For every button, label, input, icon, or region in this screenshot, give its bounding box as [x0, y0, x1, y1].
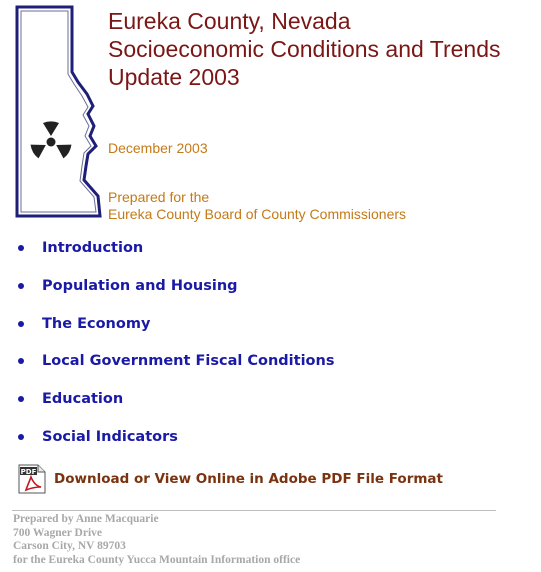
- bullet-icon: [18, 283, 24, 289]
- pdf-file-icon[interactable]: [18, 464, 46, 494]
- list-item: [18, 238, 334, 276]
- bullet-icon: [18, 396, 24, 402]
- list-item: [18, 314, 334, 352]
- bullet-icon: [18, 434, 24, 440]
- divider: [12, 510, 496, 511]
- title-line: Update 2003: [108, 64, 240, 90]
- list-item: [18, 351, 334, 389]
- footer-line: Carson City, NV 89703: [13, 540, 126, 552]
- link-population-and-housing[interactable]: Population and Housing: [42, 277, 238, 294]
- list-item: [18, 427, 334, 465]
- bullet-icon: [18, 245, 24, 251]
- list-item: [18, 276, 334, 314]
- bullet-icon: [18, 321, 24, 327]
- link-social-indicators[interactable]: Social Indicators: [42, 428, 178, 445]
- report-date: December 2003: [108, 140, 208, 156]
- title-line: Socioeconomic Conditions and Trends: [108, 36, 501, 62]
- footer: [13, 513, 300, 567]
- pdf-download: [18, 464, 443, 494]
- footer-line: for the Eureka County Yucca Mountain Information office: [13, 553, 301, 566]
- bullet-icon: [18, 358, 24, 364]
- prepared-for-line: Eureka County Board of County Commissioners: [108, 206, 407, 222]
- list-item: [18, 389, 334, 427]
- prepared-for-line: Prepared for the: [108, 189, 210, 205]
- link-local-government-fiscal-conditions[interactable]: Local Government Fiscal Conditions: [42, 353, 335, 370]
- footer-line: 700 Wagner Drive: [13, 526, 103, 539]
- link-introduction[interactable]: Introduction: [42, 240, 144, 256]
- title-line: Eureka County, Nevada: [108, 8, 351, 34]
- download-pdf-link[interactable]: Download or View Online in Adobe PDF File Format: [54, 471, 443, 487]
- prepared-for: [108, 189, 406, 223]
- footer-line: Prepared by Anne Macquarie: [13, 513, 159, 525]
- page-title: [108, 7, 540, 91]
- eureka-county-logo: [14, 4, 102, 220]
- section-list: [18, 238, 334, 465]
- link-the-economy[interactable]: The Economy: [42, 315, 151, 332]
- link-education[interactable]: Education: [42, 391, 124, 408]
- pdf-icon-text: PDF: [20, 468, 37, 476]
